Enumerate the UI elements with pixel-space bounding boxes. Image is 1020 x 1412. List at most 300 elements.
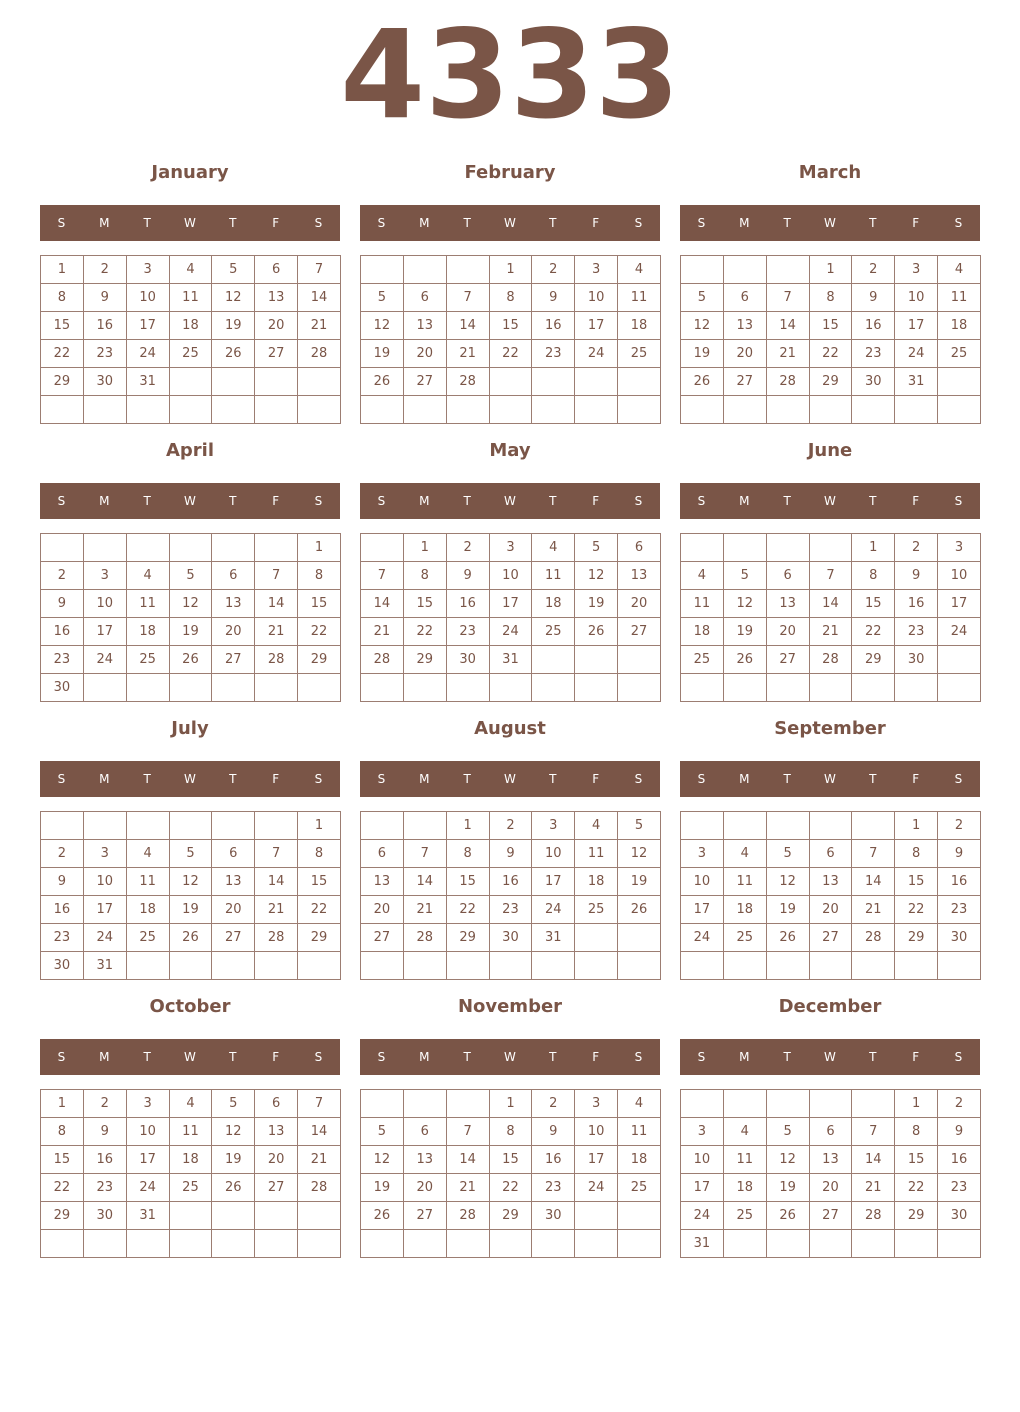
day-cell: 4 <box>532 534 575 562</box>
weekday-label: T <box>869 216 877 230</box>
day-cell: 13 <box>618 562 661 590</box>
day-cell: 30 <box>83 1202 126 1230</box>
day-cell: 2 <box>41 562 84 590</box>
day-cell: 8 <box>41 284 84 312</box>
empty-cell <box>169 952 212 980</box>
day-cell: 3 <box>532 812 575 840</box>
empty-cell <box>575 368 618 396</box>
empty-cell <box>446 952 489 980</box>
week-row <box>681 896 981 924</box>
day-cell: 26 <box>361 1202 404 1230</box>
day-cell: 31 <box>895 368 938 396</box>
day-cell: 19 <box>169 896 212 924</box>
empty-cell <box>361 256 404 284</box>
day-cell: 4 <box>723 840 766 868</box>
day-cell: 16 <box>532 1146 575 1174</box>
day-cell: 12 <box>169 868 212 896</box>
day-cell: 19 <box>723 618 766 646</box>
weekday-label: S <box>954 1050 963 1064</box>
day-cell: 1 <box>895 812 938 840</box>
day-cell: 23 <box>83 1174 126 1202</box>
weekday-label: F <box>912 772 920 786</box>
week-row <box>41 562 341 590</box>
empty-cell <box>83 1230 126 1258</box>
day-cell: 9 <box>446 562 489 590</box>
day-cell: 16 <box>83 1146 126 1174</box>
empty-cell <box>361 1090 404 1118</box>
day-cell: 2 <box>852 256 895 284</box>
empty-cell <box>169 396 212 424</box>
day-cell: 8 <box>41 1118 84 1146</box>
day-cell: 28 <box>446 368 489 396</box>
weekday-label: M <box>739 494 750 508</box>
day-cell: 18 <box>126 896 169 924</box>
weekday-label: M <box>419 1050 430 1064</box>
day-cell: 22 <box>489 340 532 368</box>
day-cell: 28 <box>298 1174 341 1202</box>
day-cell: 5 <box>618 812 661 840</box>
weekday-label: W <box>184 1050 196 1064</box>
week-row <box>41 256 341 284</box>
day-cell: 9 <box>532 1118 575 1146</box>
weekday-label: W <box>824 494 836 508</box>
day-cell: 15 <box>446 868 489 896</box>
weekday-label: M <box>419 494 430 508</box>
empty-cell <box>766 812 809 840</box>
day-cell: 19 <box>575 590 618 618</box>
day-cell: 14 <box>766 312 809 340</box>
week-row <box>41 1090 341 1118</box>
day-cell: 13 <box>255 1118 298 1146</box>
day-cell: 6 <box>255 1090 298 1118</box>
day-cell: 14 <box>852 1146 895 1174</box>
weekday-label: S <box>314 216 323 230</box>
empty-cell <box>766 952 809 980</box>
week-row <box>681 1090 981 1118</box>
day-cell: 28 <box>446 1202 489 1230</box>
day-cell: 1 <box>298 812 341 840</box>
weekday-label: T <box>549 772 557 786</box>
empty-cell <box>361 1230 404 1258</box>
empty-cell <box>255 674 298 702</box>
day-cell: 17 <box>575 312 618 340</box>
day-cell: 27 <box>212 924 255 952</box>
week-row <box>361 646 661 674</box>
week-row <box>41 924 341 952</box>
day-cell: 8 <box>403 562 446 590</box>
empty-cell <box>169 812 212 840</box>
weekday-header <box>40 1039 340 1075</box>
day-cell: 17 <box>532 868 575 896</box>
day-cell: 23 <box>41 924 84 952</box>
day-cell: 21 <box>298 312 341 340</box>
day-cell: 23 <box>938 1174 981 1202</box>
week-row <box>41 284 341 312</box>
empty-cell <box>298 1202 341 1230</box>
day-cell: 28 <box>255 924 298 952</box>
day-cell: 7 <box>255 562 298 590</box>
week-row <box>681 1230 981 1258</box>
week-row <box>41 896 341 924</box>
day-cell: 14 <box>255 868 298 896</box>
week-row <box>361 1118 661 1146</box>
day-cell: 3 <box>895 256 938 284</box>
weekday-label: T <box>143 494 151 508</box>
weekday-label: S <box>57 772 66 786</box>
day-cell: 28 <box>766 368 809 396</box>
empty-cell <box>766 256 809 284</box>
day-cell: 29 <box>489 1202 532 1230</box>
weekday-label: S <box>697 494 706 508</box>
empty-cell <box>532 674 575 702</box>
day-cell: 28 <box>852 1202 895 1230</box>
day-cell: 30 <box>41 674 84 702</box>
day-cell: 9 <box>532 284 575 312</box>
day-cell: 1 <box>403 534 446 562</box>
day-cell: 19 <box>212 312 255 340</box>
week-row <box>361 1090 661 1118</box>
empty-cell <box>938 674 981 702</box>
weekday-label: T <box>463 216 471 230</box>
weekday-header <box>680 205 980 241</box>
day-cell: 14 <box>809 590 852 618</box>
day-grid <box>360 1089 661 1258</box>
empty-cell <box>938 952 981 980</box>
day-cell: 6 <box>361 840 404 868</box>
day-cell: 3 <box>575 1090 618 1118</box>
day-cell: 4 <box>618 256 661 284</box>
day-cell: 14 <box>852 868 895 896</box>
day-cell: 12 <box>766 1146 809 1174</box>
day-cell: 28 <box>809 646 852 674</box>
empty-cell <box>255 368 298 396</box>
day-cell: 20 <box>403 340 446 368</box>
day-cell: 12 <box>169 590 212 618</box>
weekday-label: M <box>99 1050 110 1064</box>
day-cell: 11 <box>169 284 212 312</box>
day-cell: 24 <box>83 646 126 674</box>
day-cell: 16 <box>83 312 126 340</box>
empty-cell <box>83 812 126 840</box>
empty-cell <box>212 952 255 980</box>
day-cell: 13 <box>809 868 852 896</box>
month-name: October <box>149 996 231 1017</box>
day-cell: 24 <box>489 618 532 646</box>
empty-cell <box>681 674 724 702</box>
day-cell: 16 <box>489 868 532 896</box>
day-cell: 21 <box>809 618 852 646</box>
day-cell: 16 <box>938 1146 981 1174</box>
day-cell: 13 <box>809 1146 852 1174</box>
day-cell: 15 <box>895 1146 938 1174</box>
day-cell: 16 <box>852 312 895 340</box>
empty-cell <box>489 952 532 980</box>
empty-cell <box>212 812 255 840</box>
day-cell: 10 <box>681 868 724 896</box>
empty-cell <box>446 256 489 284</box>
day-cell: 24 <box>532 896 575 924</box>
day-cell: 4 <box>681 562 724 590</box>
day-cell: 7 <box>298 256 341 284</box>
day-cell: 4 <box>938 256 981 284</box>
day-cell: 10 <box>575 1118 618 1146</box>
week-row <box>361 590 661 618</box>
day-cell: 23 <box>83 340 126 368</box>
day-cell: 6 <box>809 1118 852 1146</box>
weekday-label: T <box>143 216 151 230</box>
weekday-label: F <box>592 494 600 508</box>
weekday-label: F <box>592 216 600 230</box>
weekday-label: T <box>229 494 237 508</box>
weekday-header <box>360 1039 660 1075</box>
weekday-label: T <box>549 1050 557 1064</box>
day-cell: 20 <box>809 896 852 924</box>
empty-cell <box>809 396 852 424</box>
day-cell: 15 <box>489 1146 532 1174</box>
empty-cell <box>126 1230 169 1258</box>
day-cell: 5 <box>212 256 255 284</box>
day-cell: 30 <box>895 646 938 674</box>
empty-cell <box>723 674 766 702</box>
week-row <box>41 396 341 424</box>
weekday-label: F <box>272 772 280 786</box>
week-row <box>681 1146 981 1174</box>
empty-cell <box>212 1202 255 1230</box>
empty-cell <box>403 256 446 284</box>
week-row <box>681 924 981 952</box>
day-cell: 2 <box>41 840 84 868</box>
weekday-label: F <box>272 494 280 508</box>
day-cell: 27 <box>212 646 255 674</box>
day-cell: 28 <box>298 340 341 368</box>
day-cell: 10 <box>126 1118 169 1146</box>
empty-cell <box>895 396 938 424</box>
day-cell: 23 <box>532 1174 575 1202</box>
empty-cell <box>766 396 809 424</box>
empty-cell <box>852 1230 895 1258</box>
empty-cell <box>809 674 852 702</box>
week-row <box>41 618 341 646</box>
weekday-header <box>360 483 660 519</box>
day-cell: 1 <box>41 1090 84 1118</box>
day-cell: 12 <box>723 590 766 618</box>
empty-cell <box>766 534 809 562</box>
day-cell: 2 <box>446 534 489 562</box>
empty-cell <box>446 396 489 424</box>
day-cell: 26 <box>169 646 212 674</box>
day-cell: 13 <box>212 868 255 896</box>
empty-cell <box>212 674 255 702</box>
empty-cell <box>532 368 575 396</box>
day-cell: 15 <box>489 312 532 340</box>
day-grid <box>680 255 981 424</box>
weekday-label: M <box>419 772 430 786</box>
day-cell: 26 <box>618 896 661 924</box>
day-cell: 3 <box>575 256 618 284</box>
empty-cell <box>255 952 298 980</box>
day-cell: 29 <box>298 646 341 674</box>
day-cell: 31 <box>126 1202 169 1230</box>
week-row <box>361 868 661 896</box>
day-cell: 19 <box>361 1174 404 1202</box>
day-cell: 10 <box>575 284 618 312</box>
day-cell: 18 <box>618 312 661 340</box>
day-cell: 25 <box>169 1174 212 1202</box>
week-row <box>41 1146 341 1174</box>
week-row <box>681 534 981 562</box>
weekday-label: W <box>184 216 196 230</box>
day-cell: 27 <box>766 646 809 674</box>
day-cell: 14 <box>361 590 404 618</box>
day-cell: 2 <box>532 1090 575 1118</box>
empty-cell <box>403 952 446 980</box>
day-cell: 27 <box>809 1202 852 1230</box>
day-cell: 14 <box>446 312 489 340</box>
empty-cell <box>298 674 341 702</box>
empty-cell <box>169 1202 212 1230</box>
day-cell: 26 <box>766 924 809 952</box>
day-cell: 14 <box>403 868 446 896</box>
weekday-label: F <box>592 1050 600 1064</box>
day-cell: 6 <box>212 840 255 868</box>
empty-cell <box>212 534 255 562</box>
empty-cell <box>403 674 446 702</box>
day-cell: 3 <box>126 1090 169 1118</box>
weekday-header <box>360 761 660 797</box>
day-cell: 13 <box>212 590 255 618</box>
empty-cell <box>361 674 404 702</box>
day-cell: 6 <box>403 1118 446 1146</box>
day-cell: 4 <box>126 562 169 590</box>
week-row <box>41 590 341 618</box>
day-cell: 15 <box>809 312 852 340</box>
day-cell: 17 <box>895 312 938 340</box>
day-cell: 8 <box>446 840 489 868</box>
empty-cell <box>723 952 766 980</box>
weekday-label: M <box>419 216 430 230</box>
day-cell: 11 <box>169 1118 212 1146</box>
week-row <box>681 840 981 868</box>
day-cell: 26 <box>169 924 212 952</box>
weekday-label: T <box>869 772 877 786</box>
day-cell: 11 <box>723 868 766 896</box>
week-row <box>41 1230 341 1258</box>
day-cell: 16 <box>532 312 575 340</box>
day-cell: 4 <box>575 812 618 840</box>
day-cell: 20 <box>723 340 766 368</box>
empty-cell <box>169 534 212 562</box>
day-cell: 5 <box>212 1090 255 1118</box>
day-cell: 27 <box>255 1174 298 1202</box>
day-cell: 13 <box>723 312 766 340</box>
weekday-header <box>680 761 980 797</box>
week-row <box>41 534 341 562</box>
day-cell: 18 <box>126 618 169 646</box>
day-cell: 25 <box>723 924 766 952</box>
day-cell: 9 <box>41 868 84 896</box>
empty-cell <box>126 534 169 562</box>
month-name: January <box>151 162 229 183</box>
day-cell: 18 <box>532 590 575 618</box>
empty-cell <box>938 368 981 396</box>
day-cell: 3 <box>83 562 126 590</box>
weekday-label: T <box>783 772 791 786</box>
day-cell: 19 <box>212 1146 255 1174</box>
empty-cell <box>681 396 724 424</box>
day-cell: 9 <box>83 284 126 312</box>
day-cell: 5 <box>766 1118 809 1146</box>
day-cell: 9 <box>852 284 895 312</box>
day-grid <box>40 255 341 424</box>
day-cell: 9 <box>41 590 84 618</box>
empty-cell <box>723 396 766 424</box>
empty-cell <box>723 1230 766 1258</box>
weekday-label: T <box>869 494 877 508</box>
day-cell: 13 <box>403 1146 446 1174</box>
week-row <box>41 1174 341 1202</box>
day-cell: 8 <box>489 284 532 312</box>
day-cell: 17 <box>681 1174 724 1202</box>
weekday-label: T <box>783 1050 791 1064</box>
day-cell: 31 <box>489 646 532 674</box>
weekday-label: T <box>229 772 237 786</box>
empty-cell <box>575 646 618 674</box>
day-cell: 1 <box>895 1090 938 1118</box>
week-row <box>41 1202 341 1230</box>
weekday-label: M <box>99 216 110 230</box>
day-cell: 18 <box>723 896 766 924</box>
day-cell: 24 <box>126 1174 169 1202</box>
day-cell: 24 <box>575 1174 618 1202</box>
weekday-label: W <box>824 1050 836 1064</box>
weekday-label: W <box>184 772 196 786</box>
empty-cell <box>575 1202 618 1230</box>
day-cell: 20 <box>255 1146 298 1174</box>
day-cell: 26 <box>361 368 404 396</box>
empty-cell <box>403 1230 446 1258</box>
day-cell: 1 <box>41 256 84 284</box>
empty-cell <box>723 534 766 562</box>
day-cell: 25 <box>723 1202 766 1230</box>
day-cell: 12 <box>361 1146 404 1174</box>
day-cell: 17 <box>83 618 126 646</box>
day-cell: 21 <box>446 1174 489 1202</box>
day-cell: 20 <box>212 896 255 924</box>
empty-cell <box>575 952 618 980</box>
empty-cell <box>575 674 618 702</box>
day-cell: 11 <box>126 590 169 618</box>
week-row <box>41 868 341 896</box>
day-cell: 17 <box>126 1146 169 1174</box>
week-row <box>41 952 341 980</box>
day-cell: 21 <box>852 1174 895 1202</box>
day-cell: 17 <box>575 1146 618 1174</box>
day-cell: 8 <box>809 284 852 312</box>
day-cell: 15 <box>41 1146 84 1174</box>
week-row <box>41 340 341 368</box>
day-cell: 19 <box>618 868 661 896</box>
empty-cell <box>83 396 126 424</box>
day-cell: 24 <box>681 1202 724 1230</box>
week-row <box>681 368 981 396</box>
empty-cell <box>126 396 169 424</box>
empty-cell <box>618 1202 661 1230</box>
day-cell: 18 <box>723 1174 766 1202</box>
weekday-label: S <box>377 216 386 230</box>
day-cell: 11 <box>575 840 618 868</box>
empty-cell <box>766 674 809 702</box>
week-row <box>361 1174 661 1202</box>
